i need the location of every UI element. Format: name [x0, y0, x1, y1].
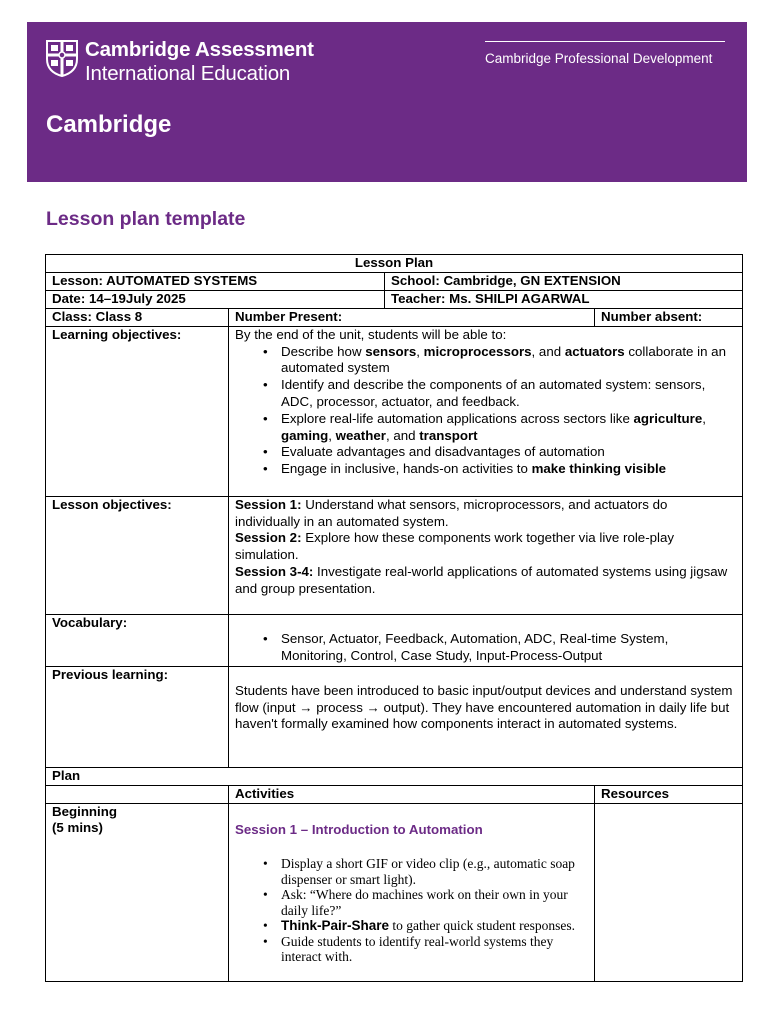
- lesson-plan-table: [45, 254, 743, 982]
- class-cell: Class: Class 8: [46, 308, 229, 326]
- lesson-objectives-cell: [229, 496, 743, 614]
- session-3-4-objective: Session 3-4: Investigate real-world applications of automated systems using jigsaw and group presentation.: [235, 563, 728, 596]
- previous-learning-label: Previous learning:: [46, 666, 229, 767]
- number-present-cell: Number Present:: [229, 308, 595, 326]
- session-1-objective: Session 1: Understand what sensors, microprocessors, and actuators do individually in an automated system.: [235, 496, 668, 529]
- beginning-duration: (5 mins): [52, 820, 103, 836]
- list-item: • Ask: “Where do machines work on their own in your daily life?”: [263, 887, 588, 918]
- learning-objectives-cell: [229, 326, 743, 496]
- session-2-objective: Session 2: Explore how these components work together via live role-play simulation.: [235, 530, 675, 563]
- learning-objectives-list: [263, 344, 736, 478]
- lesson-name-cell: Lesson: AUTOMATED SYSTEMS: [46, 273, 385, 291]
- resources-header: Resources: [595, 785, 743, 803]
- session-1-title: Session 1 – Introduction to Automation: [235, 821, 483, 837]
- empty-cell: [46, 785, 229, 803]
- document-title: Lesson plan template: [46, 208, 246, 230]
- list-item: • Engage in inclusive, hands-on activities to make thinking visible: [263, 461, 736, 478]
- list-item: • Display a short GIF or video clip (e.g., automatic soap dispenser or smart light).: [263, 856, 588, 887]
- cambridge-crest-icon: [45, 39, 79, 77]
- plan-label: Plan: [46, 767, 743, 785]
- list-item: • Guide students to identify real-world systems they interact with.: [263, 934, 588, 965]
- learning-objectives-label: Learning objectives:: [46, 326, 229, 496]
- previous-learning-text: Students have been introduced to basic input/output devices and understand system flow (input → process → output). They have encountered automation in daily life but haven't formally examined how components interact in automated systems.: [235, 682, 733, 732]
- cpd-label: Cambridge Professional Development: [485, 51, 713, 66]
- vocabulary-list: [263, 631, 736, 665]
- list-item: • Sensor, Actuator, Feedback, Automation, ADC, Real-time System, Monitoring, Control, Case Study, Input-Process-Output: [263, 631, 736, 665]
- activities-header: Activities: [229, 785, 595, 803]
- list-item: • Describe how sensors, microprocessors, and actuators collaborate in an automated system: [263, 344, 736, 378]
- cambridge-logo: [45, 39, 314, 84]
- table-heading: Lesson Plan: [46, 255, 743, 273]
- list-item: • Explore real-life automation applications across sectors like agriculture, gaming, weather, and transport: [263, 411, 736, 445]
- vocabulary-cell: [229, 614, 743, 666]
- number-absent-cell: Number absent:: [595, 308, 743, 326]
- header-divider: [485, 41, 725, 42]
- beginning-label: Beginning: [52, 803, 117, 819]
- banner-title: Cambridge: [46, 111, 172, 138]
- learning-objectives-intro: By the end of the unit, students will be able to:: [235, 326, 507, 342]
- header-banner: [27, 22, 747, 182]
- vocabulary-label: Vocabulary:: [46, 614, 229, 666]
- lesson-objectives-label: Lesson objectives:: [46, 496, 229, 614]
- list-item: • Identify and describe the components of an automated system: sensors, ADC, processor, actuator, and feedback.: [263, 377, 736, 411]
- logo-line-1: Cambridge Assessment: [85, 38, 314, 61]
- beginning-resources-cell: [595, 803, 743, 981]
- logo-line-2: International Education: [85, 61, 291, 85]
- school-cell: School: Cambridge, GN EXTENSION: [385, 273, 743, 291]
- date-cell: Date: 14–19July 2025: [46, 291, 385, 309]
- list-item: • Think-Pair-Share to gather quick student responses.: [263, 918, 588, 934]
- previous-learning-cell: [229, 666, 743, 767]
- teacher-cell: Teacher: Ms. SHILPI AGARWAL: [385, 291, 743, 309]
- beginning-label-cell: [46, 803, 229, 981]
- beginning-activities-list: [263, 856, 588, 965]
- list-item: • Evaluate advantages and disadvantages of automation: [263, 444, 736, 461]
- beginning-activities-cell: [229, 803, 595, 981]
